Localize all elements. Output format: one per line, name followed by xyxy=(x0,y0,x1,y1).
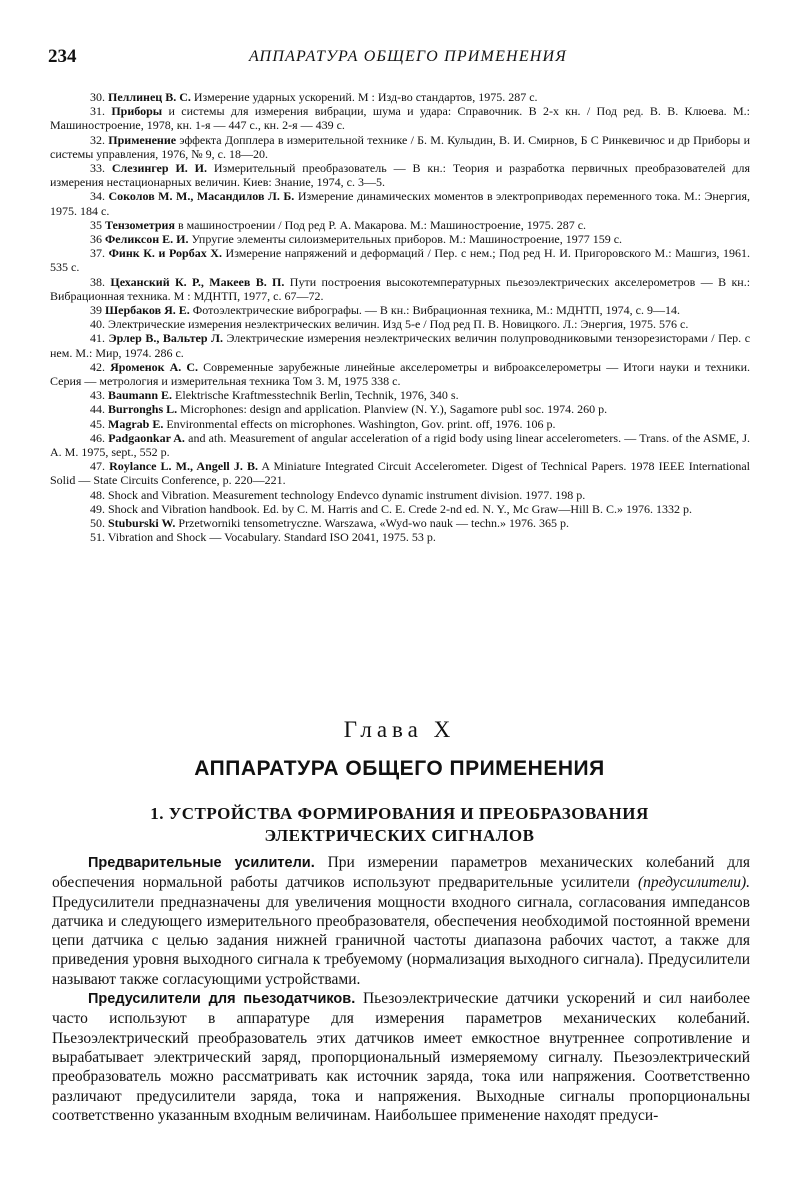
reference-item xyxy=(50,360,750,388)
paragraph-text: Пьезоэлектрические датчики ускорений и сил наиболее часто используют в аппаратуре для измерения параметров механических колебаний. Пьезоэлектрический преобразователь этих датчиков имеет емкостное внутреннее сопротивление и вырабатывает электрический заряд, пропорциональный измеряемому сигналу. Пьезоэлектрический преобразователь можно рассматривать как источник заряда, тока или напряжения. Соответственно различают предусилители заряда, тока и напряжения. Выходные сигналы пропорциональны соответственно указанным входным величинам. Наибольшее применение находят предуси- xyxy=(52,990,751,1124)
reference-text: и системы для измерения вибрации, шума и удара: Справочник. В 2-х кн. / Под ред. В. В. Клюева. М.: Машиностроение, 1978, кн. 1-я — 447 с., кн. 2-я — 439 с. xyxy=(50,104,751,133)
reference-item xyxy=(50,303,750,317)
reference-number: 47. xyxy=(90,459,105,474)
paragraph-piezo-preamplifiers xyxy=(52,989,750,1125)
reference-text: Измерение напряжений и деформаций / Пер. с нем.; Под ред Н. И. Пригоровского М.: Машгиз, 1961. 535 с. xyxy=(50,246,751,275)
reference-text: Измерение динамических моментов в электроприводах переменного тока. М.: Энергия, 1975. 184 с. xyxy=(50,189,750,218)
reference-item xyxy=(50,104,750,132)
body-text xyxy=(52,853,750,1125)
reference-list xyxy=(50,90,750,545)
reference-item xyxy=(50,232,750,246)
reference-number: 45. xyxy=(90,416,105,431)
reference-text: Vibration and Shock — Vocabulary. Standard ISO 2041, 1975. 53 p. xyxy=(107,530,436,545)
reference-item xyxy=(50,246,750,274)
reference-item xyxy=(50,218,750,232)
reference-text: and ath. Measurement of angular acceleration of a rigid body using linear accelerometers. — Trans. of the ASME, J. A. M. 1975, sept., 552 p. xyxy=(50,430,751,460)
chapter-label: Глава X xyxy=(343,717,456,742)
reference-number: 48. xyxy=(90,487,105,502)
reference-text: Przetworniki tensometryczne. Warszawa, «Wyd-wo nauk — techn.» 1976. 365 p. xyxy=(178,516,570,531)
reference-text: Shock and Vibration handbook. Ed. by C. M. Harris and C. E. Crede 2-nd ed. N. Y., Mc Graw—Hill B. C.» 1976. 1332 p. xyxy=(108,501,692,516)
reference-author: Цеханский К. Р., Макеев В. П. xyxy=(110,274,285,289)
reference-item xyxy=(50,161,750,189)
reference-number: 32. xyxy=(90,132,105,147)
reference-text: A Miniature Integrated Circuit Accelerometer. Digest of Technical Papers. 1978 IEEE International Solid — State Circuits Conference, p. 220—221. xyxy=(50,459,751,488)
reference-author: Baumann E. xyxy=(108,388,173,403)
reference-author: Применение xyxy=(108,132,177,147)
reference-number: 35 xyxy=(90,217,102,232)
reference-author: Слезингер И. И. xyxy=(111,161,207,176)
reference-number: 49. xyxy=(90,501,105,516)
reference-number: 36 xyxy=(90,232,102,247)
reference-text: Environmental effects on microphones. Washington, Gov. print. off, 1976. 106 p. xyxy=(166,416,556,431)
reference-author: Тензометрия xyxy=(105,217,175,232)
reference-number: 30. xyxy=(90,90,105,104)
section-title xyxy=(0,803,799,847)
reference-text: Microphones: design and application. Planview (N. Y.), Sagamore publ soc. 1974. 260 p. xyxy=(180,402,608,417)
reference-item xyxy=(50,502,750,516)
reference-number: 40. xyxy=(90,317,105,332)
reference-author: Magrab E. xyxy=(108,416,164,431)
reference-item xyxy=(50,331,750,359)
reference-text: Современные зарубежные линейные акселерометры и виброакселерометры — Итоги науки и техники. Серия — метрология и измерительная техника Том 3. М, 1975 338 с. xyxy=(50,359,750,389)
reference-item xyxy=(50,133,750,161)
reference-author: Феликсон Е. И. xyxy=(105,232,189,247)
reference-number: 38. xyxy=(90,274,105,289)
reference-number: 31. xyxy=(90,104,105,119)
reference-text: Измерение ударных ускорений. М : Изд-во стандартов, 1975. 287 с. xyxy=(193,90,538,104)
reference-item xyxy=(50,530,750,544)
paragraph-text: Предусилители предназначены для увеличения мощности входного сигнала, согласования импедансов датчика и следующего измерительного преобразователя, обеспечения необходимой постоянной времени цепи датчика с целью задания нижней граничной частоты диапазона рабочих частот, а также для приведения уровня выходного сигнала к требуемому (нормализация выходного сигнала). Предусилители называют также согласующими устройствами. xyxy=(52,893,750,988)
reference-number: 50. xyxy=(90,516,105,531)
paragraph-run-in-heading: Предусилители для пьезодатчиков. xyxy=(88,991,356,1008)
reference-author: Roylance L. M., Angell J. B. xyxy=(109,459,258,474)
reference-text: Электрические измерения неэлектрических величин полупроводниковыми тензорезисторами / Пер. с нем. М.: Мир, 1974. 286 с. xyxy=(50,331,751,360)
reference-item xyxy=(50,189,750,217)
reference-item xyxy=(50,388,750,402)
reference-text: Электрические измерения неэлектрических величин. Изд 5-е / Под ред П. В. Новицкого. Л.: Энергия, 1975. 576 с. xyxy=(108,317,689,332)
chapter-title: АППАРАТУРА ОБЩЕГО ПРИМЕНЕНИЯ xyxy=(194,757,605,780)
reference-author: Шербаков Я. Е. xyxy=(105,303,190,318)
reference-number: 39 xyxy=(90,303,102,318)
reference-number: 34. xyxy=(90,189,105,204)
italic-term: (предусилители). xyxy=(637,874,750,892)
reference-number: 37. xyxy=(90,246,105,261)
reference-item xyxy=(50,90,750,104)
page-number: 234 xyxy=(48,46,77,67)
paragraph-run-in-heading: Предварительные усилители. xyxy=(88,855,315,871)
section-title-line-2: ЭЛЕКТРИЧЕСКИХ СИГНАЛОВ xyxy=(264,826,535,845)
reference-text: Упругие элементы силоизмерительных приборов. М.: Машиностроение, 1977 159 с. xyxy=(191,232,623,247)
reference-number: 41. xyxy=(90,331,105,346)
reference-author: Padgaonkar A. xyxy=(108,430,185,445)
reference-author: Пеллинец В. С. xyxy=(108,90,191,104)
paragraph-text: При измерении параметров механических колебаний для обеспечения нормальной работы датчиков используют предварительные усилители xyxy=(52,854,751,892)
reference-item xyxy=(50,431,750,459)
reference-text: эффекта Допплера в измерительной технике / Б. М. Кулыдин, В. И. Смирнов, Б С Ринкевичюс и др Приборы и системы управления, 1976, № 9, с. 18—20. xyxy=(50,132,751,161)
reference-text: Фотоэлектрические вибрографы. — В кн.: Вибрационная техника, М.: МДНТП, 1974, с. 9—14. xyxy=(192,303,680,318)
reference-number: 44. xyxy=(90,402,105,417)
reference-item xyxy=(50,275,750,303)
reference-author: Stuburski W. xyxy=(108,516,176,531)
reference-item xyxy=(50,488,750,502)
reference-text: Shock and Vibration. Measurement technology Endevco dynamic instrument division. 1977. 198 p. xyxy=(108,487,586,502)
reference-author: Соколов М. М., Масандилов Л. Б. xyxy=(108,189,295,204)
reference-author: Эрлер В., Вальтер Л. xyxy=(108,331,223,346)
reference-number: 51. xyxy=(90,530,105,545)
reference-text: Elektrische Kraftmesstechnik Berlin, Technik, 1976, 340 s. xyxy=(175,388,459,403)
running-title: АППАРАТУРА ОБЩЕГО ПРИМЕНЕНИЯ xyxy=(248,48,568,65)
reference-item xyxy=(50,516,750,530)
reference-item xyxy=(50,402,750,416)
reference-author: Приборы xyxy=(111,104,163,119)
reference-text: Измерительный преобразователь — В кн.: Теория и разработка первичных преобразователей для измерения нестационарных величин. Киев: Знание, 1974, с. 3—5. xyxy=(50,161,751,190)
section-title-line-1: 1. УСТРОЙСТВА ФОРМИРОВАНИЯ И ПРЕОБРАЗОВАНИЯ xyxy=(150,804,649,823)
page-header xyxy=(48,46,768,72)
reference-number: 43. xyxy=(90,388,105,403)
reference-item xyxy=(50,459,750,487)
reference-number: 46. xyxy=(90,430,105,445)
reference-author: Яроменок А. С. xyxy=(110,359,199,374)
paragraph-preamplifiers xyxy=(52,853,750,989)
reference-number: 42. xyxy=(90,359,105,374)
reference-text: в машиностроении / Под ред Р. А. Макарова. М.: Машиностроение, 1975. 287 с. xyxy=(177,217,587,232)
reference-author: Финк К. и Рорбах Х. xyxy=(108,246,222,261)
reference-item xyxy=(50,417,750,431)
reference-author: Burronghs L. xyxy=(108,402,178,417)
reference-item xyxy=(50,317,750,331)
reference-text: Пути построения высокотемпературных пьезоэлектрических акселерометров — В кн.: Вибрационная техника. М : МДНТП, 1977, с. 67—72. xyxy=(50,274,751,303)
reference-number: 33. xyxy=(90,161,105,176)
